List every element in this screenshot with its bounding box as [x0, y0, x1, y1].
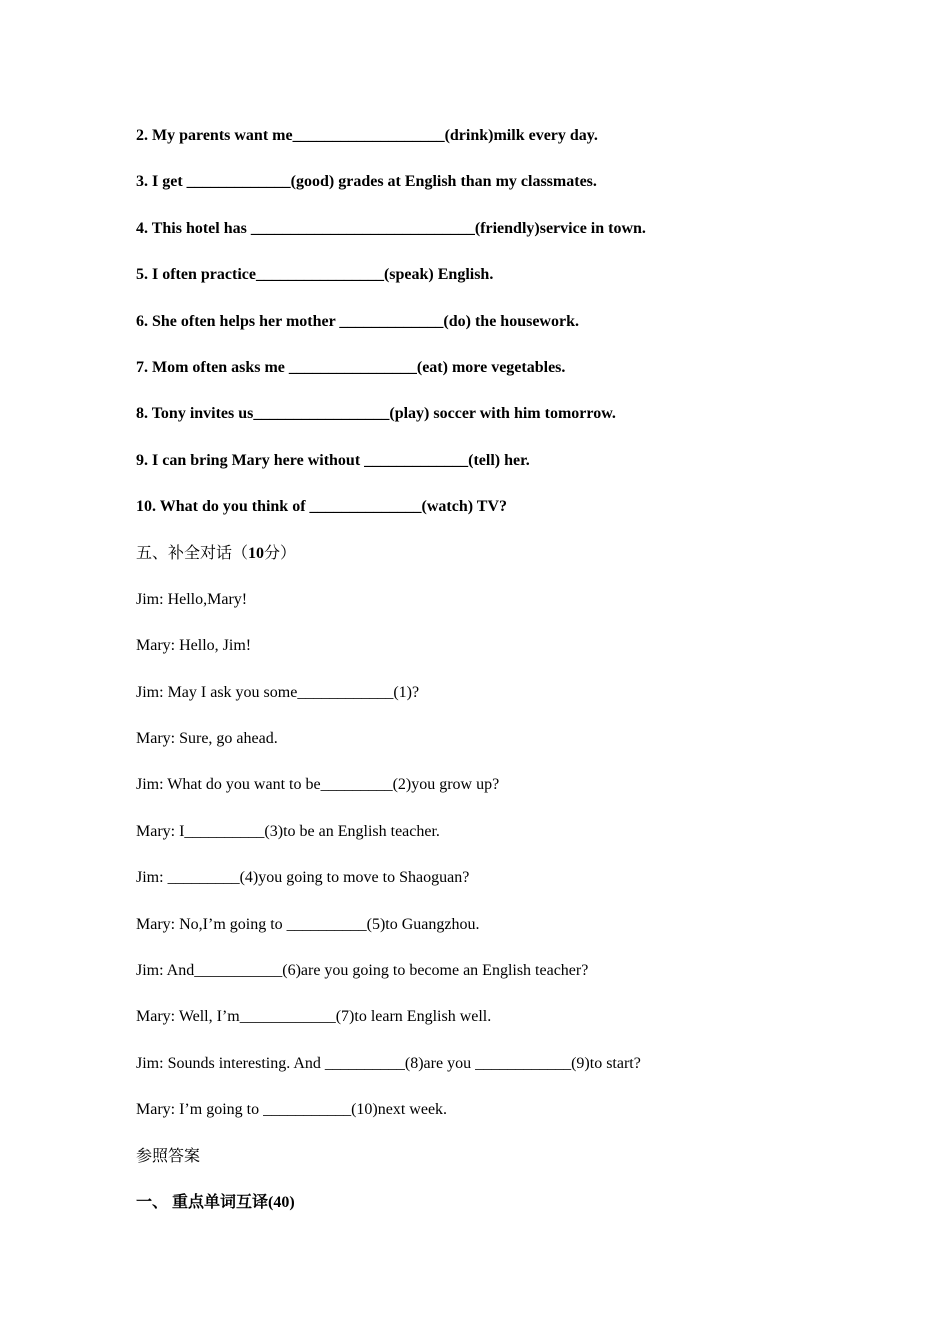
- dialogue-line: Mary: I__________(3)to be an English teacher.: [136, 822, 440, 840]
- dialogue-line: Mary: Sure, go ahead.: [136, 730, 278, 748]
- dialogue-line: Mary: Hello, Jim!: [136, 637, 252, 655]
- document-page: [136, 122, 856, 1229]
- section-five-heading: [136, 540, 856, 586]
- exercise-line: 10. What do you think of ______________(watch) TV?: [136, 498, 508, 516]
- dialogue-line: Mary: Well, I’m____________(7)to learn English well.: [136, 1008, 492, 1026]
- section-five-score: 10: [248, 544, 265, 562]
- exercise-line: 4. This hotel has ____________________________(friendly)service in town.: [136, 219, 646, 237]
- exercise-line: 8. Tony invites us_________________(play) soccer with him tomorrow.: [136, 405, 616, 423]
- answers-label: 参照答案: [136, 1147, 201, 1165]
- section-five-title-prefix: 五、补全对话（: [136, 544, 249, 562]
- exercise-line: 7. Mom often asks me ________________(eat) more vegetables.: [136, 358, 566, 376]
- dialogue-line: Jim: _________(4)you going to move to Shaoguan?: [136, 869, 470, 887]
- dialogue-line: Jim: Hello,Mary!: [136, 590, 248, 608]
- dialogue-line: Mary: No,I’m going to __________(5)to Guangzhou.: [136, 915, 480, 933]
- dialogue-line: Jim: May I ask you some____________(1)?: [136, 683, 420, 701]
- section-one-heading: 一、 重点单词互译(40): [136, 1193, 295, 1211]
- dialogue-line: Jim: What do you want to be_________(2)you grow up?: [136, 776, 500, 794]
- section-five-title-suffix: 分）: [264, 544, 297, 562]
- dialogue-line: Mary: I’m going to ___________(10)next week.: [136, 1101, 448, 1119]
- exercise-line: 3. I get _____________(good) grades at English than my classmates.: [136, 173, 597, 191]
- exercise-line: 2. My parents want me___________________(drink)milk every day.: [136, 127, 598, 144]
- dialogue-line: Jim: And___________(6)are you going to become an English teacher?: [136, 962, 589, 980]
- exercise-line: 6. She often helps her mother _____________(do) the housework.: [136, 312, 579, 330]
- exercise-line: 9. I can bring Mary here without _____________(tell) her.: [136, 451, 530, 469]
- exercise-line: 5. I often practice________________(speak) English.: [136, 266, 494, 284]
- dialogue-line: Jim: Sounds interesting. And __________(8)are you ____________(9)to start?: [136, 1054, 641, 1072]
